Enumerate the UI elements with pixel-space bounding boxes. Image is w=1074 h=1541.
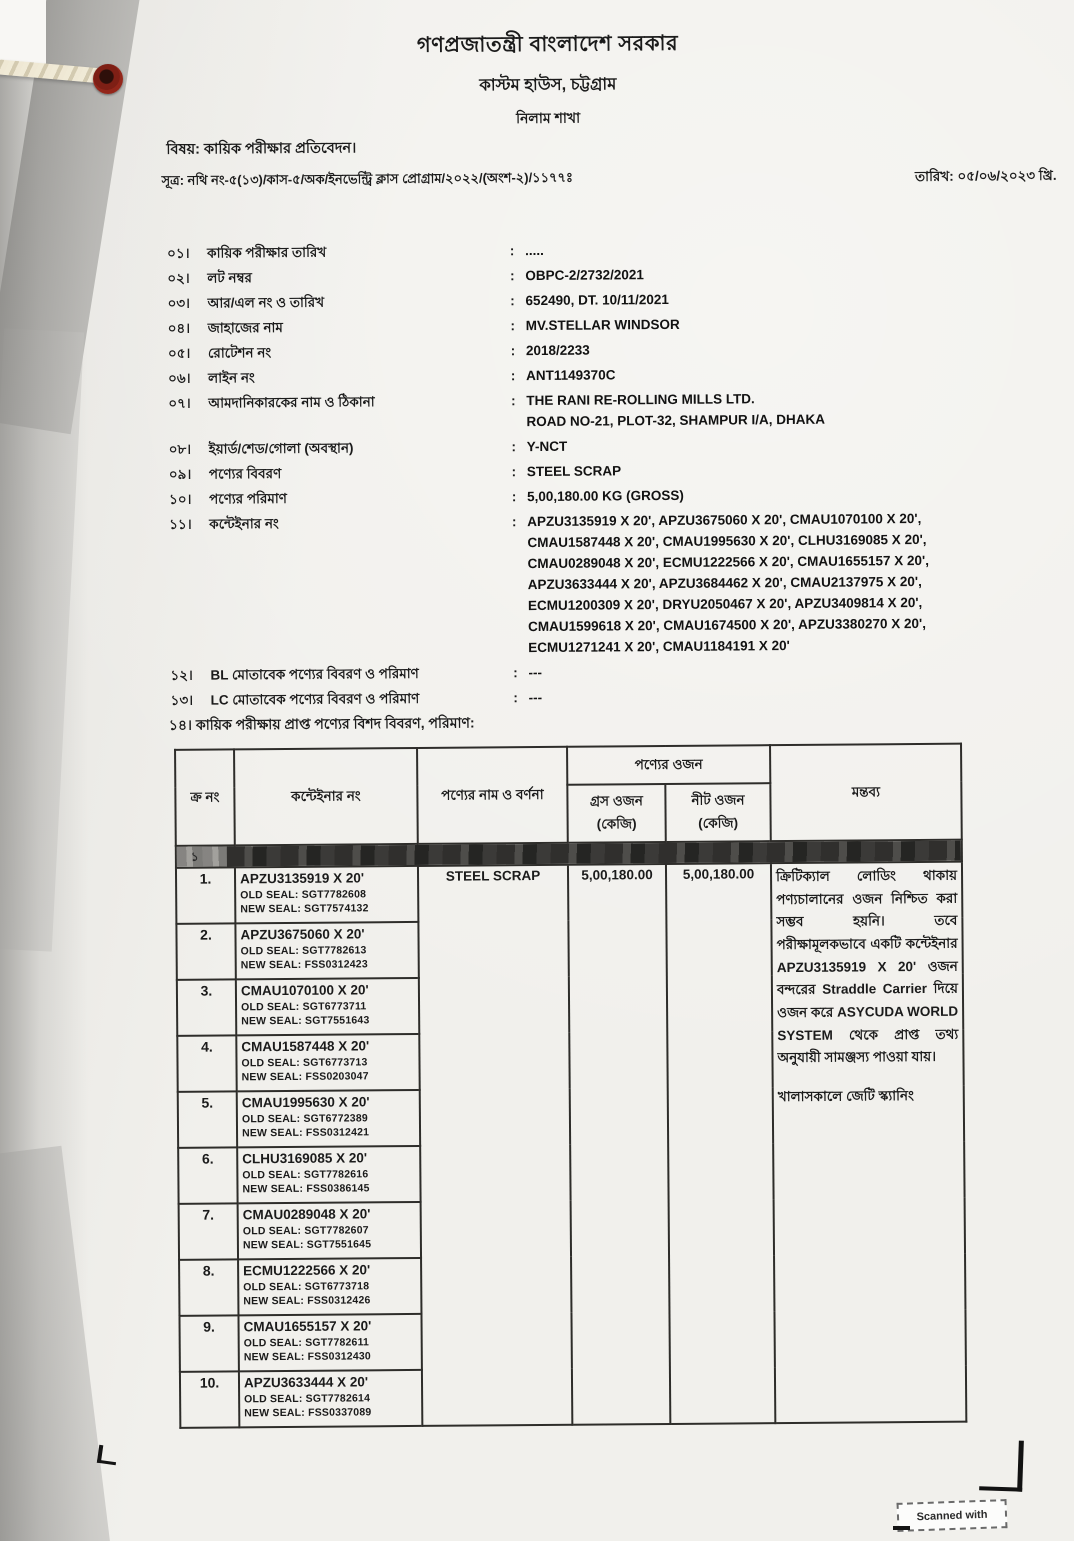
field-colon: : [510, 393, 516, 409]
product-name-cell: STEEL SCRAP [418, 865, 572, 1426]
field-row-07 [168, 386, 1038, 435]
field-number: ০৬। [168, 370, 191, 386]
field-colon: : [511, 464, 517, 480]
header-serial: ক্র নং [175, 749, 235, 845]
field-row-13 [171, 683, 1041, 711]
field-label: লট নম্বর [207, 270, 252, 286]
field-number: ০৪। [167, 320, 191, 336]
branch-name: নিলাম শাখা [515, 109, 581, 127]
container-cell [235, 866, 418, 923]
field-value: Y-NCT [526, 438, 568, 455]
scanned-with-watermark [897, 1499, 1008, 1532]
field-colon: : [509, 243, 515, 259]
field-label: BL মোতাবেক পণ্যের বিবরণ ও পরিমাণ [210, 665, 419, 683]
net-weight-cell: 5,00,180.00 [666, 863, 775, 1424]
field-number: ০১। [167, 245, 190, 261]
container-cell [239, 1370, 422, 1427]
field-value: THE RANI RE-ROLLING MILLS LTD. ROAD NO-21, PLOT-32, SHAMPUR I/A, DHAKA [526, 391, 826, 430]
container-number: CLHU3169085 X 20' [242, 1150, 368, 1167]
field-label: ইয়ার্ড/শেড/গোলা (অবস্থান) [208, 440, 354, 457]
new-seal: NEW SEAL: FSS0312421 [242, 1126, 370, 1140]
field-row-05 [168, 336, 1038, 364]
field-colon: : [513, 690, 518, 706]
scanned-with-label: Scanned with [916, 1508, 988, 1523]
field-row-04 [168, 311, 1038, 339]
old-seal: OLD SEAL: SGT6773711 [241, 999, 367, 1013]
field-value: MV.STELLAR WINDSOR [525, 316, 680, 334]
field-colon: : [511, 514, 517, 530]
office-name: কাস্টম হাউস, চট্টগ্রাম [479, 75, 617, 95]
field-number: ০৮। [168, 441, 192, 457]
field-number: ০৯। [168, 466, 192, 482]
container-cell [235, 922, 418, 979]
field-value-container-list: APZU3135919 X 20', APZU3675060 X 20', CMAU1070100 X 20', CMAU1587448 X 20', CMAU1995630 X 20', CLHU3169085 X 20', CMAU0289048 X 20', ECMU1222566 X 20', CMAU1655157 X 20', APZU3633444 X 20', APZU3684462 X 20', CMAU2137975 X 20', ECMU1200309 X 20', DRYU2050467 X 20', APZU3409814 X 20', CMAU1599618 X 20', CMAU1674500 X 20', APZU3380270 X 20', ECMU1271241 X 20', CMAU1184191 X 20' [527, 510, 929, 656]
field-value: 652490, DT. 10/11/2021 [525, 291, 669, 309]
field-colon: : [513, 665, 518, 681]
serial-cell: 3. [177, 979, 236, 1035]
container-cell [238, 1202, 421, 1259]
container-number: CMAU1587448 X 20' [241, 1038, 370, 1055]
field-row-09 [169, 457, 1039, 485]
old-seal: OLD SEAL: SGT7782616 [242, 1167, 369, 1181]
date-line: তারিখ: ০৫/০৬/২০২৩ খ্রি. [914, 167, 1057, 185]
field-value: OBPC-2/2732/2021 [525, 267, 644, 284]
field-number: ১৩। [170, 692, 194, 708]
field-row-12 [170, 658, 1040, 686]
container-number: CMAU1995630 X 20' [241, 1094, 370, 1111]
scan-smudge-mark [893, 1526, 910, 1530]
new-seal: NEW SEAL: SGT7551643 [241, 1014, 370, 1028]
field-colon: : [511, 439, 516, 455]
header-product: পণ্যের নাম ও বর্ণনা [417, 747, 568, 844]
container-number: CMAU0289048 X 20' [242, 1206, 371, 1223]
old-seal: OLD SEAL: SGT7782613 [240, 943, 367, 957]
serial-cell: 1. [176, 867, 235, 923]
serial-cell: 4. [177, 1035, 236, 1091]
serial-cell: 5. [178, 1091, 237, 1147]
serial-cell: 6. [178, 1147, 237, 1203]
field-row-10 [169, 482, 1039, 510]
field-colon: : [510, 293, 515, 309]
header-remarks: মন্তব্য [770, 744, 962, 841]
field-row-06 [168, 361, 1038, 389]
new-seal: NEW SEAL: FSS0337089 [244, 1406, 372, 1420]
field-list [167, 236, 1041, 715]
field-label: কন্টেইনার নং [209, 516, 279, 532]
table-row-1 [176, 862, 962, 924]
examination-table [174, 743, 967, 1429]
old-seal: OLD SEAL: SGT7782614 [244, 1391, 371, 1405]
field-value: STEEL SCRAP [526, 463, 622, 480]
reference-row [161, 165, 1056, 195]
container-number: CMAU1070100 X 20' [240, 982, 369, 999]
field-value: --- [528, 664, 542, 681]
remarks-paragraph-2: খালাসকালে জেটি স্ক্যানিং [777, 1088, 914, 1105]
field-number: ০৩। [167, 295, 190, 311]
field-colon: : [510, 268, 515, 284]
old-seal: OLD SEAL: SGT7782608 [240, 887, 367, 901]
field-number: ১০। [169, 491, 192, 507]
container-cell [238, 1258, 421, 1315]
field-value: --- [528, 689, 543, 706]
subject-line: বিষয়: কায়িক পরীক্ষার প্রতিবেদন। [166, 140, 357, 158]
field-label: LC মোতাবেক পণ্যের বিবরণ ও পরিমাণ [210, 690, 420, 708]
corner-mark-bottom-left [97, 1445, 118, 1465]
field-colon: : [511, 489, 517, 505]
new-seal: NEW SEAL: SGT7551645 [242, 1238, 372, 1252]
field-value: ..... [525, 242, 544, 259]
field-label: পণ্যের বিবরণ [208, 466, 282, 482]
serial-cell: 8. [179, 1259, 238, 1315]
document-header [0, 24, 1070, 135]
old-seal: OLD SEAL: SGT6773718 [243, 1279, 370, 1293]
new-seal: NEW SEAL: SGT7574132 [240, 902, 369, 916]
old-seal: OLD SEAL: SGT6772389 [241, 1111, 368, 1125]
government-name: গণপ্রজাতন্ত্রী বাংলাদেশ সরকার [416, 31, 679, 57]
new-seal: NEW SEAL: FSS0312423 [240, 958, 368, 972]
reference-line: সূত্র: নথি নং-৫(১৩)/কাস-৫/অক/ইনভেন্ট্রি ক্লাস প্রোগ্রাম/২০২২/(অংশ-২)/১১৭৭ঃ [161, 169, 573, 188]
container-cell [237, 1146, 420, 1203]
container-cell [236, 1034, 419, 1091]
field-number: ০২। [167, 270, 190, 286]
field-label: পণ্যের পরিমাণ [209, 490, 287, 507]
serial-cell: 10. [180, 1371, 239, 1427]
new-seal: NEW SEAL: FSS0203047 [241, 1070, 369, 1084]
serial-cell: 7. [179, 1203, 238, 1259]
field-label: আর/এল নং ও তারিখ [207, 294, 325, 311]
field-number: ১১। [169, 516, 192, 532]
field-label: কায়িক পরীক্ষার তারিখ [207, 244, 327, 261]
serial-cell: 9. [179, 1315, 238, 1371]
new-seal: NEW SEAL: FSS0312426 [243, 1294, 371, 1308]
container-cell [237, 1090, 420, 1147]
container-cell [238, 1314, 421, 1371]
field-row-11 [169, 507, 1040, 661]
container-number: ECMU1222566 X 20' [243, 1262, 371, 1279]
new-seal: NEW SEAL: FSS0312430 [243, 1350, 371, 1364]
field-number: ০৭। [168, 395, 191, 411]
field-colon: : [510, 368, 516, 384]
remarks-cell [771, 862, 966, 1423]
new-seal: NEW SEAL: FSS0386145 [242, 1182, 370, 1196]
header-container: কন্টেইনার নং [234, 748, 418, 845]
field-row-02 [167, 261, 1037, 289]
field-number: ০৫। [167, 345, 191, 361]
field-colon: : [510, 318, 516, 334]
section-14-title: ১৪। কায়িক পরীক্ষায় প্রাপ্ত পণ্যের বিশদ বিবরণ, পরিমাণ: [168, 714, 475, 733]
field-number: ১২। [170, 667, 193, 683]
gross-weight-cell: 5,00,180.00 [568, 864, 670, 1425]
header-gross-weight: গ্রস ওজন (কেজি) [567, 784, 665, 843]
container-number: CMAU1655157 X 20' [243, 1318, 372, 1335]
container-number: APZU3633444 X 20' [243, 1374, 369, 1391]
field-label: আমদানিকারকের নাম ও ঠিকানা [208, 394, 375, 411]
field-label: রোটেশন নং [207, 345, 272, 361]
field-value: 5,00,180.00 KG (GROSS) [526, 487, 684, 505]
container-cell [236, 978, 419, 1035]
old-seal: OLD SEAL: SGT6773713 [241, 1055, 368, 1069]
field-label: লাইন নং [208, 370, 255, 386]
obscured-serial: ১ [190, 849, 199, 864]
old-seal: OLD SEAL: SGT7782611 [243, 1335, 370, 1349]
container-number: APZU3135919 X 20' [239, 870, 365, 887]
header-weight-group: পণ্যের ওজন [567, 745, 770, 785]
old-seal: OLD SEAL: SGT7782607 [242, 1223, 369, 1237]
corner-mark-bottom-right [979, 1439, 1024, 1491]
field-value: ANT1149370C [526, 367, 616, 384]
header-net-weight: নীট ওজন (কেজি) [665, 783, 770, 842]
remarks-paragraph-1: ক্রিটিক্যাল লোডিং থাকায় পণ্যচালানের ওজন নিশ্চিত করা সম্ভব হয়নি। তবে পরীক্ষামূলকভাবে একটি কন্টেইনার APZU3135919 X 20' ওজন বন্দরের Straddle Carrier দিয়ে ওজন করে ASYCUDA WORLD SYSTEM থেকে প্রাপ্ত তথ্য অনুযায়ী সামঞ্জস্য পাওয়া যায়। [776, 867, 959, 1066]
field-label: জাহাজের নাম [207, 319, 283, 336]
field-row-01 [167, 236, 1037, 264]
serial-cell: 2. [176, 923, 235, 979]
container-number: APZU3675060 X 20' [240, 926, 365, 943]
field-value: 2018/2233 [525, 342, 590, 359]
field-row-08 [169, 432, 1039, 460]
field-colon: : [510, 343, 516, 359]
field-row-03 [167, 286, 1037, 314]
